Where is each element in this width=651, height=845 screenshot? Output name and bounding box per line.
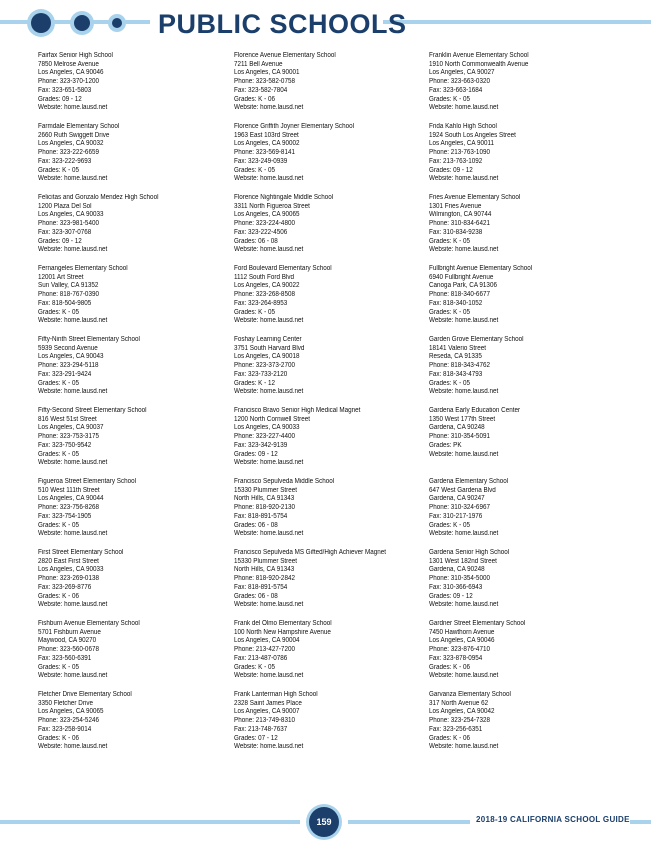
school-grades: Grades: K - 05 (429, 308, 470, 316)
school-entry (38, 478, 228, 549)
school-street: 1910 North Commonwealth Avenue (429, 60, 529, 68)
school-entry (429, 265, 619, 336)
school-website: Website: home.lausd.net (429, 317, 499, 325)
school-phone: Phone: 323-663-0320 (429, 78, 490, 86)
school-website: Website: home.lausd.net (234, 246, 304, 254)
school-grades: Grades: K - 05 (38, 521, 79, 529)
school-street: 317 North Avenue 62 (429, 699, 489, 707)
school-name: Frank del Olmo Elementary School (234, 620, 332, 627)
school-street: 7450 Hawthorn Avenue (429, 628, 495, 636)
school-street: 1924 South Los Angeles Street (429, 131, 516, 139)
school-fax: Fax: 323-264-8953 (234, 299, 288, 307)
school-name: Figueroa Street Elementary School (38, 478, 137, 485)
school-fax: Fax: 323-269-8776 (38, 583, 92, 591)
school-entry (38, 549, 228, 620)
school-website: Website: home.lausd.net (234, 743, 304, 751)
school-entry (234, 123, 424, 194)
school-grades: Grades: K - 06 (429, 734, 470, 742)
school-phone: Phone: 213-427-7200 (234, 646, 295, 654)
school-grades: Grades: K - 05 (429, 237, 470, 245)
school-city: Los Angeles, CA 90042 (429, 708, 495, 716)
school-city: Los Angeles, CA 90046 (38, 69, 104, 77)
school-name: Francisco Sepulveda MS Gifted/High Achiever Magnet (234, 549, 386, 556)
school-fax: Fax: 323-560-6391 (38, 654, 92, 662)
school-entry (429, 549, 619, 620)
school-column-1 (38, 52, 228, 762)
school-entry (234, 407, 424, 478)
footer-rule-end (630, 820, 651, 824)
school-entry (429, 620, 619, 691)
school-phone: Phone: 310-834-6421 (429, 220, 490, 228)
school-website: Website: home.lausd.net (429, 104, 499, 112)
school-fax: Fax: 818-340-1052 (429, 299, 483, 307)
school-city: Los Angeles, CA 90022 (234, 282, 300, 290)
school-city: Los Angeles, CA 90046 (429, 637, 495, 645)
school-city: Maywood, CA 90270 (38, 637, 97, 645)
school-street: 1200 North Cornwell Street (234, 415, 310, 423)
school-fax: Fax: 310-366-6943 (429, 583, 483, 591)
school-name: First Street Elementary School (38, 549, 124, 556)
school-entry (429, 123, 619, 194)
school-street: 3350 Fletcher Drive (38, 699, 93, 707)
school-fax: Fax: 323-291-9424 (38, 370, 92, 378)
school-website: Website: home.lausd.net (38, 672, 108, 680)
school-website: Website: home.lausd.net (38, 175, 108, 183)
school-fax: Fax: 213-487-0786 (234, 654, 288, 662)
school-city: Los Angeles, CA 90043 (38, 353, 104, 361)
school-street: 7211 Bell Avenue (234, 60, 283, 68)
school-grades: Grades: K - 05 (38, 308, 79, 316)
school-street: 1200 Plaza Del Sol (38, 202, 92, 210)
school-entry (38, 407, 228, 478)
school-website: Website: home.lausd.net (429, 743, 499, 751)
school-name: Frank Lanterman High School (234, 691, 318, 698)
page-number: 159 (309, 807, 339, 837)
school-website: Website: home.lausd.net (234, 672, 304, 680)
school-street: 1350 West 177th Street (429, 415, 496, 423)
school-city: Reseda, CA 91335 (429, 353, 482, 361)
school-grades: Grades: K - 05 (38, 166, 79, 174)
school-city: Sun Valley, CA 91352 (38, 282, 99, 290)
school-street: 3311 North Figueroa Street (234, 202, 310, 210)
header-dot-large (31, 13, 51, 33)
school-phone: Phone: 323-582-0758 (234, 78, 295, 86)
school-fax: Fax: 323-342-9139 (234, 441, 288, 449)
school-name: Frida Kahlo High School (429, 123, 497, 130)
school-name: Fifty-Second Street Elementary School (38, 407, 147, 414)
school-city: Los Angeles, CA 90065 (38, 708, 104, 716)
school-grades: Grades: 09 - 12 (234, 450, 278, 458)
school-name: Garden Grove Elementary School (429, 336, 524, 343)
school-website: Website: home.lausd.net (38, 601, 108, 609)
school-grades: Grades: K - 05 (234, 308, 275, 316)
school-grades: Grades: K - 05 (234, 663, 275, 671)
school-city: Los Angeles, CA 90033 (38, 566, 104, 574)
school-grades: Grades: K - 06 (38, 734, 79, 742)
school-fax: Fax: 310-834-9238 (429, 228, 483, 236)
school-phone: Phone: 323-981-5400 (38, 220, 99, 228)
school-street: 12001 Art Street (38, 273, 84, 281)
school-street: 100 North New Hampshire Avenue (234, 628, 331, 636)
school-grades: Grades: K - 06 (234, 95, 275, 103)
school-website: Website: home.lausd.net (429, 530, 499, 538)
school-city: Gardena, CA 90247 (429, 495, 485, 503)
school-grades: Grades: 06 - 08 (234, 592, 278, 600)
school-street: 5701 Fishburn Avenue (38, 628, 101, 636)
school-city: North Hills, CA 91343 (234, 495, 295, 503)
school-name: Fairfax Senior High School (38, 52, 113, 59)
school-fax: Fax: 818-343-4793 (429, 370, 483, 378)
school-website: Website: home.lausd.net (38, 246, 108, 254)
school-phone: Phone: 323-269-0138 (38, 575, 99, 583)
school-phone: Phone: 323-227-4400 (234, 433, 295, 441)
school-website: Website: home.lausd.net (429, 175, 499, 183)
school-fax: Fax: 323-258-9014 (38, 725, 92, 733)
school-phone: Phone: 310-354-5091 (429, 433, 490, 441)
school-phone: Phone: 323-254-7328 (429, 717, 490, 725)
school-grades: Grades: 09 - 12 (429, 592, 473, 600)
school-entry (38, 620, 228, 691)
school-fax: Fax: 818-504-9805 (38, 299, 92, 307)
school-street: 3751 South Harvard Blvd (234, 344, 305, 352)
school-street: 5939 Second Avenue (38, 344, 98, 352)
school-fax: Fax: 310-217-1976 (429, 512, 483, 520)
school-grades: Grades: K - 12 (234, 379, 275, 387)
school-name: Fullbright Avenue Elementary School (429, 265, 533, 272)
school-street: 1301 West 182nd Street (429, 557, 497, 565)
school-fax: Fax: 323-733-2120 (234, 370, 288, 378)
school-city: North Hills, CA 91343 (234, 566, 295, 574)
school-phone: Phone: 323-254-5246 (38, 717, 99, 725)
school-street: 1963 East 103rd Street (234, 131, 299, 139)
school-fax: Fax: 323-222-4506 (234, 228, 288, 236)
school-city: Los Angeles, CA 90027 (429, 69, 495, 77)
school-website: Website: home.lausd.net (38, 530, 108, 538)
school-street: 15330 Plummer Street (234, 486, 298, 494)
school-website: Website: home.lausd.net (38, 104, 108, 112)
school-entry (429, 336, 619, 407)
school-name: Gardner Street Elementary School (429, 620, 526, 627)
school-fax: Fax: 323-582-7804 (234, 86, 288, 94)
school-website: Website: home.lausd.net (234, 175, 304, 183)
school-fax: Fax: 323-651-5803 (38, 86, 92, 94)
school-grades: Grades: K - 05 (429, 379, 470, 387)
school-entry (234, 620, 424, 691)
school-phone: Phone: 323-560-0678 (38, 646, 99, 654)
school-website: Website: home.lausd.net (234, 601, 304, 609)
school-city: Los Angeles, CA 90033 (38, 211, 104, 219)
school-name: Gardena Senior High School (429, 549, 510, 556)
school-phone: Phone: 818-343-4762 (429, 362, 490, 370)
school-entry (38, 52, 228, 123)
school-street: 6940 Fullbright Avenue (429, 273, 494, 281)
school-name: Felicitas and Gonzalo Mendez High School (38, 194, 159, 201)
school-fax: Fax: 213-763-1092 (429, 157, 483, 165)
school-name: Francisco Bravo Senior High Medical Magnet (234, 407, 361, 414)
school-city: Gardena, CA 90248 (429, 424, 485, 432)
school-city: Los Angeles, CA 90004 (234, 637, 300, 645)
school-name: Foshay Learning Center (234, 336, 302, 343)
school-fax: Fax: 213-748-7637 (234, 725, 288, 733)
school-grades: Grades: PK (429, 441, 462, 449)
school-phone: Phone: 310-354-5000 (429, 575, 490, 583)
school-fax: Fax: 323-754-1905 (38, 512, 92, 520)
school-phone: Phone: 323-876-4710 (429, 646, 490, 654)
school-city: Los Angeles, CA 90033 (234, 424, 300, 432)
school-fax: Fax: 323-222-9693 (38, 157, 92, 165)
school-website: Website: home.lausd.net (38, 388, 108, 396)
school-grades: Grades: K - 05 (429, 95, 470, 103)
page-footer (0, 804, 651, 838)
school-name: Florence Nightingale Middle School (234, 194, 334, 201)
school-name: Franklin Avenue Elementary School (429, 52, 529, 59)
school-grades: Grades: K - 06 (429, 663, 470, 671)
school-entry (38, 691, 228, 762)
school-entry (234, 549, 424, 620)
school-name: Fifty-Ninth Street Elementary School (38, 336, 140, 343)
school-website: Website: home.lausd.net (429, 450, 499, 458)
school-phone: Phone: 323-373-2700 (234, 362, 295, 370)
school-street: 1301 Fries Avenue (429, 202, 482, 210)
school-name: Gardena Elementary School (429, 478, 509, 485)
school-phone: Phone: 818-767-0390 (38, 291, 99, 299)
guide-title: 2018-19 CALIFORNIA SCHOOL GUIDE (476, 815, 630, 824)
school-city: Los Angeles, CA 90001 (234, 69, 300, 77)
school-entry (429, 691, 619, 762)
school-phone: Phone: 323-370-1200 (38, 78, 99, 86)
school-grades: Grades: K - 05 (234, 166, 275, 174)
school-city: Los Angeles, CA 90007 (234, 708, 300, 716)
page-header (0, 0, 651, 48)
school-entry (429, 194, 619, 265)
school-fax: Fax: 323-750-9542 (38, 441, 92, 449)
school-street: 2820 East First Street (38, 557, 99, 565)
school-grades: Grades: 09 - 12 (429, 166, 473, 174)
footer-rule-left (0, 820, 300, 824)
school-entry (429, 52, 619, 123)
school-name: Fernangeles Elementary School (38, 265, 128, 272)
school-phone: Phone: 323-569-8141 (234, 149, 295, 157)
school-entry (429, 478, 619, 549)
footer-rule-right (348, 820, 470, 824)
school-street: 816 West 51st Street (38, 415, 97, 423)
school-grades: Grades: K - 05 (38, 663, 79, 671)
school-city: Los Angeles, CA 90037 (38, 424, 104, 432)
school-phone: Phone: 323-268-8508 (234, 291, 295, 299)
school-city: Los Angeles, CA 90065 (234, 211, 300, 219)
school-entry (234, 265, 424, 336)
school-website: Website: home.lausd.net (429, 388, 499, 396)
school-website: Website: home.lausd.net (38, 743, 108, 751)
school-phone: Phone: 818-920-2130 (234, 504, 295, 512)
school-entry (38, 123, 228, 194)
school-phone: Phone: 323-294-5118 (38, 362, 99, 370)
school-name: Fries Avenue Elementary School (429, 194, 521, 201)
school-name: Garvanza Elementary School (429, 691, 511, 698)
school-phone: Phone: 213-763-1090 (429, 149, 490, 157)
school-grades: Grades: 06 - 08 (234, 237, 278, 245)
school-fax: Fax: 323-663-1684 (429, 86, 483, 94)
school-name: Gardena Early Education Center (429, 407, 521, 414)
school-grades: Grades: K - 05 (38, 450, 79, 458)
school-grades: Grades: 09 - 12 (38, 237, 82, 245)
school-street: 647 West Gardena Blvd (429, 486, 496, 494)
school-entry (429, 407, 619, 478)
school-grades: Grades: K - 05 (38, 379, 79, 387)
school-name: Florence Griffith Joyner Elementary School (234, 123, 354, 130)
school-entry (38, 336, 228, 407)
school-phone: Phone: 323-224-4800 (234, 220, 295, 228)
school-phone: Phone: 310-324-6967 (429, 504, 490, 512)
school-grades: Grades: 07 - 12 (234, 734, 278, 742)
school-city: Los Angeles, CA 90018 (234, 353, 300, 361)
school-website: Website: home.lausd.net (429, 246, 499, 254)
school-grades: Grades: 06 - 08 (234, 521, 278, 529)
school-website: Website: home.lausd.net (429, 672, 499, 680)
school-phone: Phone: 323-753-3175 (38, 433, 99, 441)
school-website: Website: home.lausd.net (234, 104, 304, 112)
school-entry (234, 336, 424, 407)
school-name: Farmdale Elementary School (38, 123, 120, 130)
school-street: 2660 Ruth Swiggett Drive (38, 131, 110, 139)
school-city: Gardena, CA 90248 (429, 566, 485, 574)
school-name: Florence Avenue Elementary School (234, 52, 336, 59)
school-column-2 (234, 52, 424, 762)
school-name: Ford Boulevard Elementary School (234, 265, 332, 272)
school-fax: Fax: 818-891-5754 (234, 583, 288, 591)
school-phone: Phone: 818-920-2842 (234, 575, 295, 583)
school-street: 7850 Melrose Avenue (38, 60, 99, 68)
school-website: Website: home.lausd.net (38, 317, 108, 325)
school-phone: Phone: 323-756-8268 (38, 504, 99, 512)
school-website: Website: home.lausd.net (234, 459, 304, 467)
header-dot-medium (74, 15, 90, 31)
school-phone: Phone: 323-222-6659 (38, 149, 99, 157)
school-website: Website: home.lausd.net (234, 388, 304, 396)
school-grades: Grades: K - 05 (429, 521, 470, 529)
school-fax: Fax: 818-891-5754 (234, 512, 288, 520)
school-entry (38, 265, 228, 336)
school-website: Website: home.lausd.net (38, 459, 108, 467)
school-website: Website: home.lausd.net (234, 530, 304, 538)
school-street: 2328 Saint James Place (234, 699, 302, 707)
school-column-3 (429, 52, 619, 762)
school-street: 15330 Plummer Street (234, 557, 298, 565)
school-street: 510 West 111th Street (38, 486, 100, 494)
school-name: Francisco Sepulveda Middle School (234, 478, 335, 485)
school-name: Fletcher Drive Elementary School (38, 691, 132, 698)
school-website: Website: home.lausd.net (234, 317, 304, 325)
school-grades: Grades: K - 06 (38, 592, 79, 600)
school-fax: Fax: 323-307-0768 (38, 228, 92, 236)
school-fax: Fax: 323-256-6351 (429, 725, 483, 733)
school-city: Canoga Park, CA 91306 (429, 282, 497, 290)
school-fax: Fax: 323-249-0939 (234, 157, 288, 165)
school-entry (234, 691, 424, 762)
school-street: 18141 Valerio Street (429, 344, 486, 352)
school-phone: Phone: 213-749-8310 (234, 717, 295, 725)
school-phone: Phone: 818-340-6677 (429, 291, 490, 299)
school-entry (234, 478, 424, 549)
school-city: Los Angeles, CA 90002 (234, 140, 300, 148)
school-street: 1112 South Ford Blvd (234, 273, 295, 281)
school-entry (234, 194, 424, 265)
school-city: Wilmington, CA 90744 (429, 211, 492, 219)
school-fax: Fax: 323-878-0954 (429, 654, 483, 662)
school-name: Fishburn Avenue Elementary School (38, 620, 140, 627)
school-grades: Grades: 09 - 12 (38, 95, 82, 103)
page-title: PUBLIC SCHOOLS (158, 9, 407, 39)
header-rule-right (383, 20, 651, 24)
school-city: Los Angeles, CA 90011 (429, 140, 495, 148)
school-city: Los Angeles, CA 90032 (38, 140, 104, 148)
school-entry (234, 52, 424, 123)
school-entry (38, 194, 228, 265)
header-dot-small (112, 18, 122, 28)
school-website: Website: home.lausd.net (429, 601, 499, 609)
school-city: Los Angeles, CA 90044 (38, 495, 104, 503)
